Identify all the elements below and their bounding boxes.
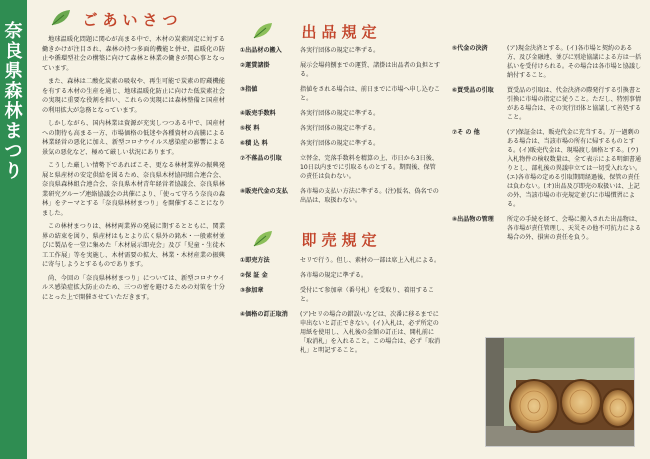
rule-label: ⑥積 込 料 [240,140,268,147]
rule-item [240,154,445,181]
leaf-icon [48,7,78,29]
rule-label: ③参加章 [240,287,264,294]
rule-item [240,46,445,55]
greeting-heading [30,7,235,33]
rule-label: ②保 証 金 [240,272,268,279]
rule-text: 受付にて参加章（番号札）を受取り、着用すること。 [300,287,435,303]
rule-text: 各実行団体の規定に準ずる。 [300,47,380,54]
greeting-paragraph: また、森林は二酸化炭素の吸収や、再生可能で炭素の貯蔵機能を有する木材の生産を通じ、地球温暖化防止に向けた低炭素社会の実現に重要な役割を担い、これらの実現には森林整備と国産材の利用拡大が急務となっています。 [42,78,225,114]
sidebar-title-char: 良 [4,41,23,62]
rule-text: 各実行団体の規定に準ずる。 [300,140,380,147]
sidebar-title-char: 森 [4,81,23,102]
rule-item [240,271,445,280]
rule-item [240,124,445,133]
rule-label: ①出品材の搬入 [240,47,282,54]
sidebar-title-char: つ [4,141,23,162]
greeting-column [30,0,235,459]
rules-column [238,0,445,459]
log-image [486,338,634,446]
rule-label: ⑦そ の 他 [452,129,480,136]
rule-label: ③指値 [240,86,258,93]
rules-continued-list [450,44,646,242]
rule-label: ⑤代金の決済 [452,45,488,52]
rule-label: ①即売方法 [240,257,270,264]
log-photo [485,337,635,447]
rule-label: ⑥買受品の引取 [452,87,494,94]
sale-rules-list [238,256,445,355]
vertical-title [3,22,24,182]
rule-text: 各市場の支払い方法に準ずる。(注)仮名、偽名での出品は、取扱わない。 [300,188,439,204]
rule-text: 買受品の引取は、代金決済の際発行する引換書と引換に市場の指定に従うこと。ただし、特別事情がある場合は、その実行団体と協議して善処すること。 [507,87,642,121]
greeting-paragraph: しかしながら、国内林業は資源が充実しつつある中で、国産材への期待も高まる一方、市場価格の低迷や各種資材の高騰による林業経営の悪化に加え、新型コロナウイルス感染症の影響による景気の悪化など、極めて厳しい状況にあります。 [42,120,225,156]
rule-item [240,61,445,79]
greeting-paragraph: こうした厳しい情勢下であればこそ、更なる林材業界の振興発展と県産材の安定供給を図るため、奈良県木材協同組合連合会、奈良県森林組合連合会、奈良県木材青年経営者協議会、奈良県林業研究グループ連絡協議会の共催により、「使って守ろう奈良の森林」をテーマとする「奈良県林材まつり」を開催することになりました。 [42,162,225,217]
rule-label: ⑤桜 料 [240,125,260,132]
rule-label: ②運賃諸掛 [240,62,270,69]
rule-text: 立替金、完落手数料を精算の上、市日から3日後、10日以内までに引取るものとする。期間後、保管の責任は負わない。 [300,155,438,180]
rule-item [240,187,445,205]
rule-text: 各市場の規定に準ずる。 [300,272,368,279]
rule-text: (ア)保証金は、販売代金に充当する。万一過剰のある場合は、当該市場の所有に帰するものとする。(イ)販売代金は、現場渡し価格とする。(ウ)入札物件の検収数量は、全て表示による明細書通りとし、部札後の異議申立ては一切受入れない。(エ)各市場の定める引取期間経過後、保管の責任は負わない。(オ)出品及び即売の取扱いは、上記の外、当該市場の市売規定並びに市場慣習による。 [507,129,642,208]
rule-item [240,139,445,148]
rule-text: セリで行う。但し、素材の一部は席上入札による。 [300,257,441,264]
rule-label: ⑧出品物の管理 [452,216,494,223]
exhibit-rules-heading [238,20,445,44]
sidebar-title-char: 県 [4,61,23,82]
rule-item [240,286,445,304]
rule-label: ⑦不落品の引取 [240,155,282,162]
leaf-icon [250,228,280,250]
rule-text: 展示会場荷捌までの運賃、諸掛は出品者の負担とする。 [300,62,441,78]
rule-label: ④販売手数料 [240,110,276,117]
rule-item [452,44,646,80]
greeting-paragraph: 地球温暖化問題に関心が高まる中で、木材の炭素固定に対する働きかけが注目され、森林の持つ多面的機能と併せ、温暖化の防止や循環型社会の構築に向けて森林と林業の働きが関心事となっています。 [42,36,225,72]
sidebar-title-char: ま [4,121,23,142]
rule-text: 各実行団体の規定に準ずる。 [300,110,380,117]
greeting-paragraph: この林材まつりは、林材両業界の発展に期するとともに、関業界の結束を図り、県産材はもとより広く県外の銘木・一般素材並びに製品を一堂に集めた「木材展示即売会」及び「児童・生徒木工工作展」等を実施し、木材需要の拡大、林業・木材産業の振興に寄与しようとするものであります。 [42,223,225,268]
rule-label: ④価格の訂正取消 [240,311,288,318]
leaf-icon [250,20,280,42]
rule-item [240,109,445,118]
sidebar-title-char: 林 [4,101,23,122]
rule-text: 指値をされる場合は、前日までに市場へ申し込むこと。 [300,86,441,102]
rule-item [452,215,646,242]
greeting-body [42,35,225,302]
rule-item [240,256,445,265]
rule-item [240,85,445,103]
sale-rules-heading [238,228,445,252]
greeting-title: ごあいさつ [82,11,183,29]
sale-rules-title: 即売規定 [301,231,382,249]
sidebar [0,0,27,459]
sidebar-title-char: 奈 [4,21,23,42]
rule-item [452,128,646,209]
greeting-paragraph: 尚、今回の「奈良県林材まつり」については、新型コロナウイルス感染症拡大防止のため、三つの密を避けるための対策を十分にとった上で開催させていただきます。 [42,274,225,301]
sidebar-title-char: り [4,161,23,182]
rule-text: 所定の手続を経て、会場に搬入された出品物は、各市場が責任管理し、天災その他不可抗力による場合の外、損害の責任を負う。 [507,216,642,241]
exhibit-rules-title: 出品規定 [301,23,382,41]
rule-text: (ア)セリの場合の錯誤いなどは、次番に移るまでに申出ないと訂正できない。(イ)入札は、必ず所定の用紙を使用し、入札後の金額の訂正は、開札前に「取消札」を入れること。この場合は、必ず「取消札」と明記すること。 [300,311,441,354]
rule-text: 各実行団体の規定に準ずる。 [300,125,380,132]
rule-label: ⑧販売代金の支払 [240,188,288,195]
rule-item [452,86,646,122]
rule-text: (ア)現金決済とする。(イ)各市場と契約のある方、及び金融連、並びに別途協議による方は一括払いを受付けられる。その場合は各市場と協議し納付すること。 [507,45,642,79]
rule-item [240,310,445,355]
exhibit-rules-list [238,46,445,205]
